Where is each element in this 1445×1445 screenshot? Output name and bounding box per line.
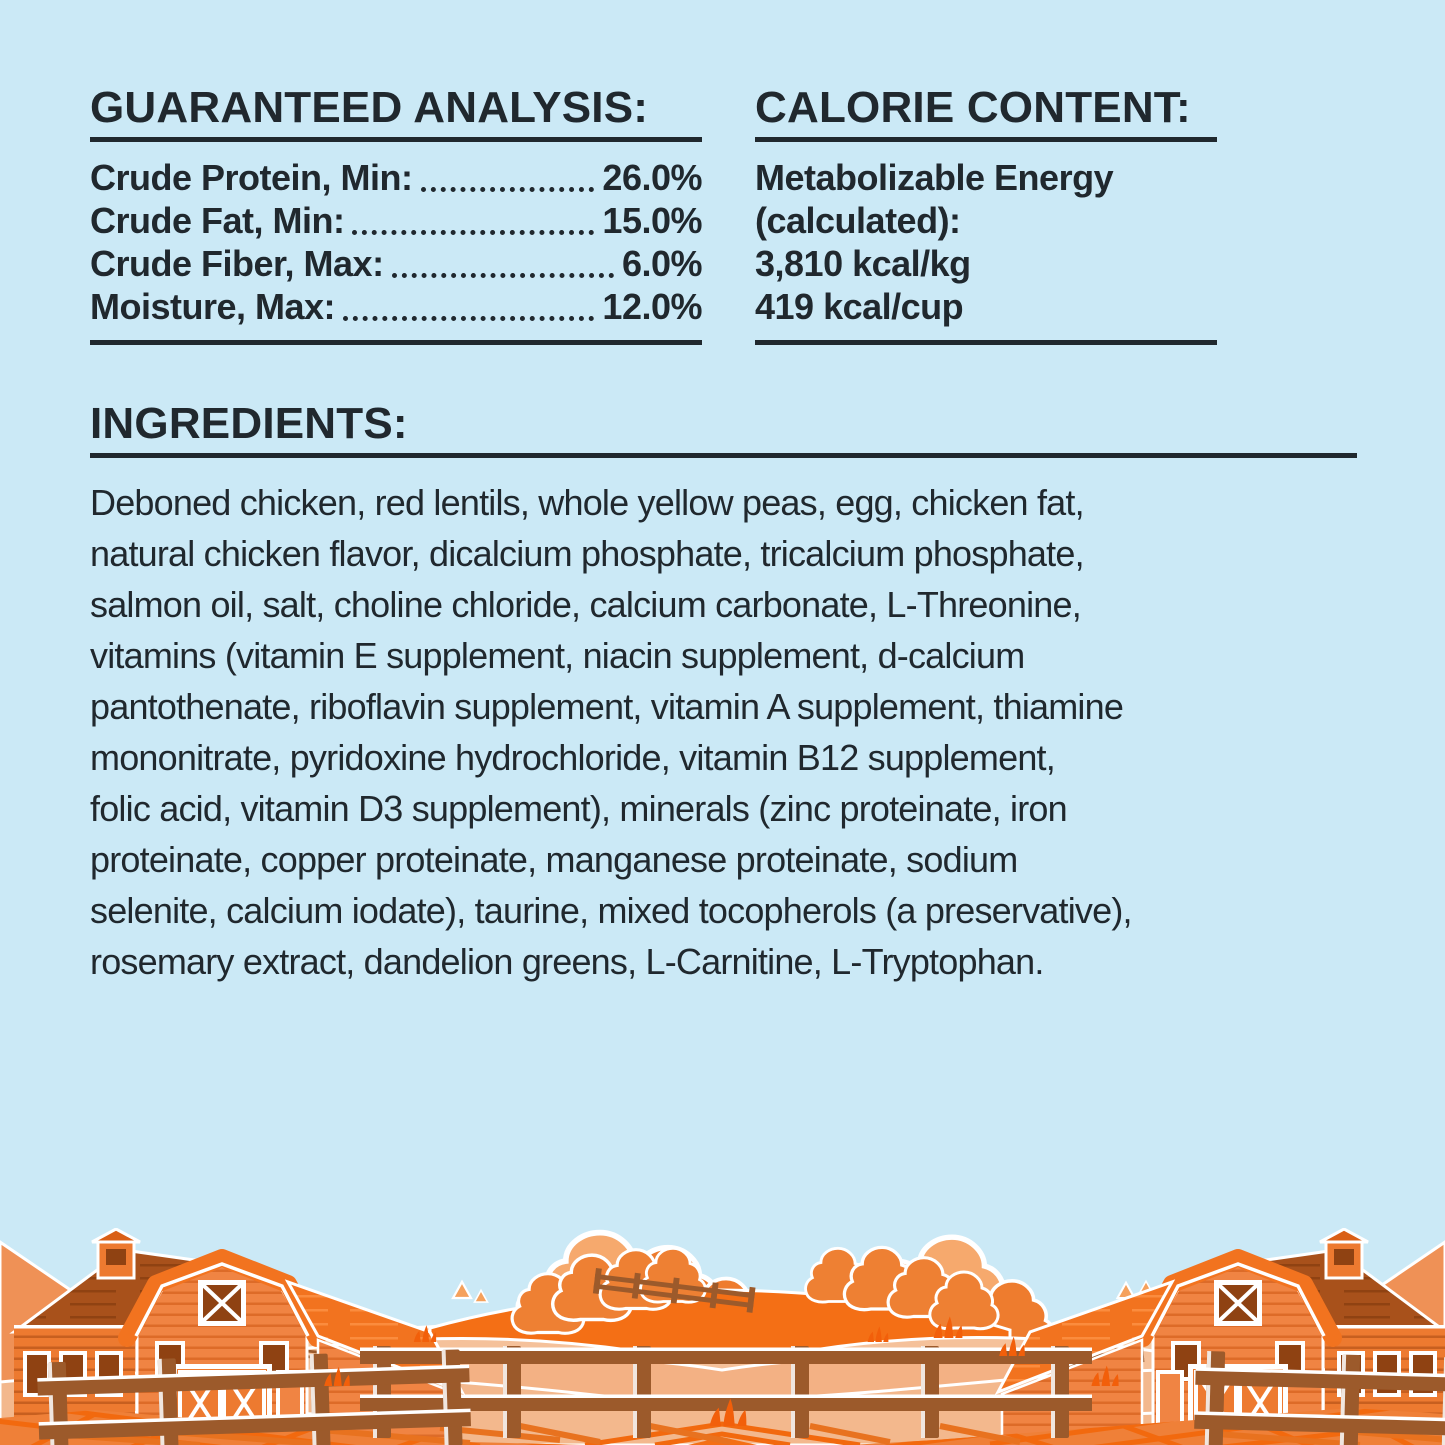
ingredients-line: pantothenate, riboflavin supplement, vitamin A supplement, thiamine xyxy=(90,686,1124,727)
analysis-row-label: Moisture, Max: xyxy=(90,286,336,327)
analysis-row xyxy=(90,285,702,328)
dot-leader xyxy=(421,187,595,192)
calorie-line: 419 kcal/cup xyxy=(755,286,964,327)
calorie-line: 3,810 kcal/kg xyxy=(755,243,971,284)
guaranteed-analysis-section xyxy=(90,84,702,345)
analysis-row-label: Crude Protein, Min: xyxy=(90,157,413,198)
guaranteed-analysis-title: GUARANTEED ANALYSIS: xyxy=(90,83,649,132)
analysis-row xyxy=(90,156,702,199)
ingredients-line: rosemary extract, dandelion greens, L-Carnitine, L-Tryptophan. xyxy=(90,941,1044,982)
ingredients-line: mononitrate, pyridoxine hydrochloride, vitamin B12 supplement, xyxy=(90,737,1055,778)
ingredients-line: Deboned chicken, red lentils, whole yellow peas, egg, chicken fat, xyxy=(90,482,1084,523)
calorie-content-title: CALORIE CONTENT: xyxy=(755,83,1191,132)
section-bottom-rule xyxy=(755,340,1217,345)
dot-leader xyxy=(352,230,594,235)
ingredients-paragraph xyxy=(90,477,1357,987)
section-bottom-rule xyxy=(90,340,702,345)
dot-leader xyxy=(392,273,614,278)
ingredients-line: salmon oil, salt, choline chloride, calcium carbonate, L-Threonine, xyxy=(90,584,1081,625)
dot-leader xyxy=(343,316,594,321)
analysis-row-label: Crude Fiber, Max: xyxy=(90,243,384,284)
calorie-line: Metabolizable Energy xyxy=(755,157,1114,198)
analysis-row xyxy=(90,199,702,242)
analysis-row-value: 26.0% xyxy=(602,157,702,198)
analysis-row-value: 12.0% xyxy=(602,286,702,327)
ingredients-line: selenite, calcium iodate), taurine, mixed tocopherols (a preservative), xyxy=(90,890,1132,931)
farm-illustration xyxy=(0,1228,1445,1445)
ingredients-line: natural chicken flavor, dicalcium phosphate, tricalcium phosphate, xyxy=(90,533,1084,574)
analysis-row-label: Crude Fat, Min: xyxy=(90,200,345,241)
calorie-lines xyxy=(755,156,1217,328)
analysis-row xyxy=(90,242,702,285)
analysis-rows xyxy=(90,156,702,328)
title-rule xyxy=(755,137,1217,142)
ingredients-line: folic acid, vitamin D3 supplement), minerals (zinc proteinate, iron xyxy=(90,788,1067,829)
calorie-content-section xyxy=(755,84,1217,345)
title-rule xyxy=(90,137,702,142)
analysis-row-value: 15.0% xyxy=(602,200,702,241)
ingredients-line: vitamins (vitamin E supplement, niacin supplement, d-calcium xyxy=(90,635,1025,676)
ingredients-title: INGREDIENTS: xyxy=(90,399,408,448)
analysis-row-value: 6.0% xyxy=(621,243,702,284)
ingredients-line: proteinate, copper proteinate, manganese proteinate, sodium xyxy=(90,839,1018,880)
ingredients-section xyxy=(90,400,1357,987)
calorie-line: (calculated): xyxy=(755,200,961,241)
title-rule xyxy=(90,453,1357,458)
